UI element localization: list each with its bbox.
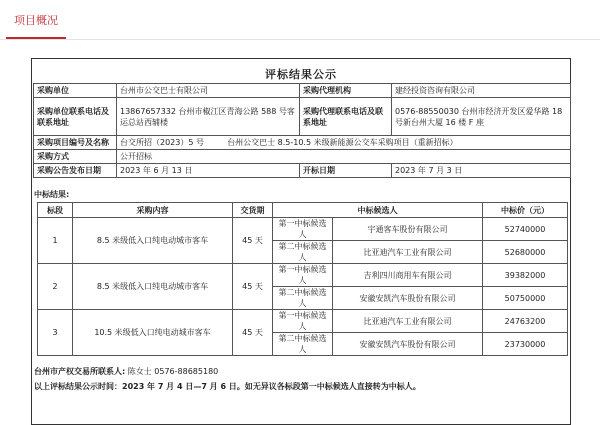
lot-number: 2 [38,264,73,310]
contact-value: 陈女士 0576-88685180 [127,367,219,376]
contact-label: 台州市产权交易所联系人: [34,367,126,376]
agency-contact-label: 采购代理联系电话及联系地址 [300,98,392,136]
active-tab-indicator [6,37,66,39]
open-date-label: 开标日期 [300,164,392,178]
candidate-name: 比亚迪汽车工业有限公司 [333,241,483,264]
document-title: 评标结果公示 [265,68,337,81]
project-label: 采购项目编号及名称 [34,136,117,150]
project-number: 台交所招（2023）5 号 [120,138,204,147]
notice-line: 以上评标结果公示时间：2023 年 7 月 4 日—7 月 6 日。如无异议各标段第一中标候选人直接转为中标人。 [34,382,421,391]
candidate-price: 23730000 [483,333,568,356]
method-value: 公开招标 [117,150,571,164]
results-heading: 中标结果: [34,190,70,199]
info-row [34,164,571,178]
agency-contact-value: 0576-88550030 台州市经济开发区爱华路 18 号新台州大厦 16 楼 F 座 [392,98,571,136]
candidate-name: 宇通客车股份有限公司 [333,218,483,241]
info-row [34,84,571,98]
lot-content: 10.5 米级低入口纯电动城市客车 [73,310,233,356]
agency-value: 建经投资咨询有限公司 [392,84,571,98]
method-label: 采购方式 [34,150,117,164]
procurement-info-table [33,83,571,178]
table-row [38,310,568,333]
candidate-rank: 第一中标候选人 [273,264,333,287]
tab-project-overview[interactable]: 项目概况 [14,14,58,27]
lot-content: 8.5 米级低入口纯电动城市客车 [73,264,233,310]
candidate-name: 安徽安凯汽车股份有限公司 [333,287,483,310]
candidate-name: 安徽安凯汽车股份有限公司 [333,333,483,356]
agency-label: 采购代理机构 [300,84,392,98]
candidate-rank: 第一中标候选人 [273,310,333,333]
lot-number: 1 [38,218,73,264]
candidate-rank: 第二中标候选人 [273,333,333,356]
buyer-contact-value: 13867657332 台州市椒江区青海公路 588 号客运总站西辅楼 [117,98,300,136]
candidate-price: 52680000 [483,241,568,264]
results-table [37,202,568,356]
candidate-name: 吉利四川商用车有限公司 [333,264,483,287]
table-row [38,264,568,287]
candidate-name: 比亚迪汽车工业有限公司 [333,310,483,333]
lot-content: 8.5 米级低入口纯电动城市客车 [73,218,233,264]
pub-date-label: 采购公告发布日期 [34,164,117,178]
header-delivery: 交货期 [233,203,273,218]
info-row [34,136,571,150]
open-date-value: 2023 年 7 月 3 日 [392,164,571,178]
results-header-row [38,203,568,218]
pub-date-value: 2023 年 6 月 13 日 [117,164,300,178]
header-price: 中标价（元） [483,203,568,218]
info-row [34,150,571,164]
header-lot: 标段 [38,203,73,218]
contact-line [34,366,218,377]
candidate-price: 24763200 [483,310,568,333]
announcement-document [31,58,571,425]
buyer-label: 采购单位 [34,84,117,98]
candidate-rank: 第二中标候选人 [273,241,333,264]
candidate-rank: 第二中标候选人 [273,287,333,310]
lot-delivery: 45 天 [233,264,273,310]
buyer-value: 台州市公交巴士有限公司 [117,84,300,98]
project-name: 台州公交巴士 8.5-10.5 米级新能源公交车采购项目（重新招标） [227,138,458,147]
candidate-rank: 第一中标候选人 [273,218,333,241]
candidate-price: 52740000 [483,218,568,241]
candidate-price: 39382000 [483,264,568,287]
header-content: 采购内容 [73,203,233,218]
project-value [117,136,571,150]
tab-bar [0,0,600,40]
info-row [34,98,571,136]
header-candidate: 中标候选人 [273,203,483,218]
candidate-price: 50750000 [483,287,568,310]
lot-delivery: 45 天 [233,218,273,264]
buyer-contact-label: 采购单位联系电话及联系地址 [34,98,117,136]
table-row [38,218,568,241]
lot-number: 3 [38,310,73,356]
lot-delivery: 45 天 [233,310,273,356]
